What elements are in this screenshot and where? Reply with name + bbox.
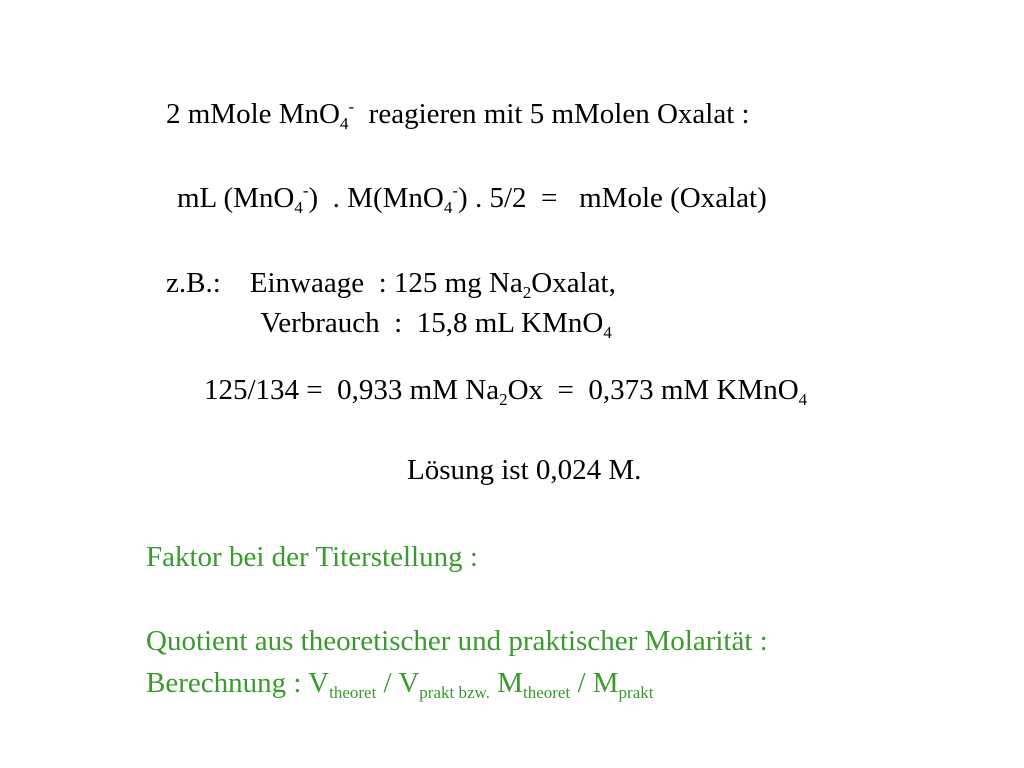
subscript: 4 bbox=[340, 114, 349, 133]
superscript: - bbox=[452, 181, 459, 200]
calc-formula-text-b: / V bbox=[376, 667, 420, 699]
superscript: - bbox=[302, 181, 309, 200]
subscript: 2 bbox=[522, 283, 532, 302]
reaction-ratio-text-b: reagieren mit 5 mMolen Oxalat : bbox=[354, 98, 750, 130]
factor-heading-text: Faktor bei der Titerstellung : bbox=[146, 541, 478, 573]
subscript: prakt bzw. bbox=[419, 683, 490, 702]
result-line bbox=[378, 427, 641, 514]
formula-text-c: ) . 5/2 = mMole (Oxalat) bbox=[458, 182, 767, 214]
subscript: 4 bbox=[443, 198, 453, 217]
calc-formula-text-c: M bbox=[489, 667, 523, 699]
subscript: 4 bbox=[294, 198, 303, 217]
subscript: theoret bbox=[522, 683, 571, 702]
example-weight-text-b: Oxalat, bbox=[531, 267, 616, 299]
subscript: theoret bbox=[329, 683, 377, 702]
calc-formula-text-d: / M bbox=[570, 667, 619, 699]
subscript: 4 bbox=[603, 323, 612, 342]
consumption-text: Verbrauch : 15,8 mL KMnO bbox=[260, 307, 604, 339]
reaction-ratio-line bbox=[137, 71, 750, 158]
calc-formula-text-a: Berechnung : V bbox=[146, 667, 330, 699]
superscript: - bbox=[348, 97, 355, 116]
result-text: Lösung ist 0,024 M. bbox=[407, 454, 642, 486]
subscript: 2 bbox=[499, 390, 508, 409]
calculation-text-b: Ox = 0,373 mM KMnO bbox=[507, 374, 799, 406]
quotient-text: Quotient aus theoretischer und praktischer Molarität : bbox=[146, 625, 768, 657]
subscript: 4 bbox=[798, 390, 808, 409]
calculation-formula-line bbox=[117, 640, 653, 727]
formula-line bbox=[148, 155, 767, 242]
factor-heading bbox=[117, 514, 478, 601]
calculation-text-a: 125/134 = 0,933 mM Na bbox=[204, 374, 500, 406]
formula-text-b: ) . M(MnO bbox=[308, 182, 444, 214]
formula-text-a: mL (MnO bbox=[177, 182, 295, 214]
example-weight-text-a: z.B.: Einwaage : 125 mg Na bbox=[166, 267, 523, 299]
reaction-ratio-text-a: 2 mMole MnO bbox=[166, 98, 340, 130]
subscript: prakt bbox=[618, 683, 654, 702]
calculation-line bbox=[175, 347, 807, 434]
